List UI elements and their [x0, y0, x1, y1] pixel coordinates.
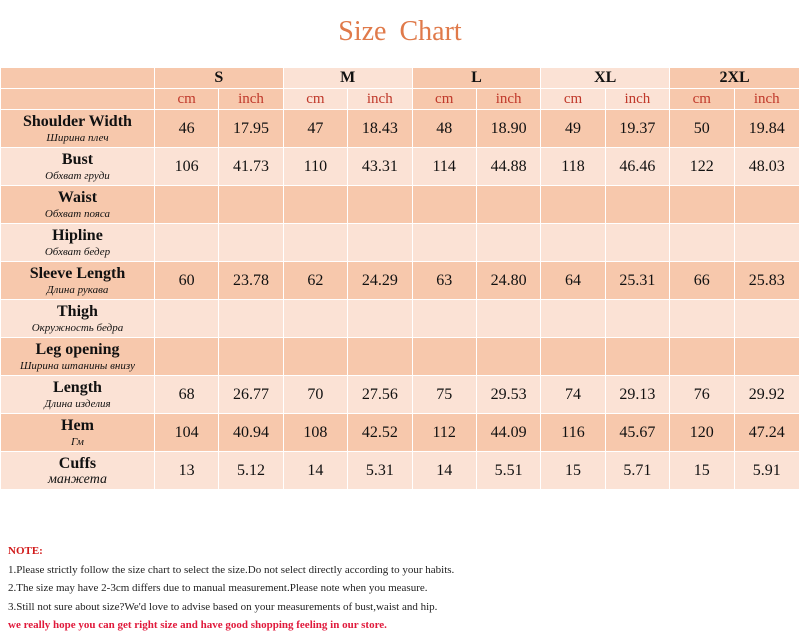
measure-name-ru: Окружность бедра — [31, 321, 124, 334]
measure-value — [541, 300, 605, 338]
measure-name: Thigh — [57, 302, 98, 320]
unit-label: inch — [348, 89, 412, 110]
measure-value: 47 — [283, 110, 347, 148]
measure-value: 29.53 — [476, 376, 540, 414]
measure-name: Hem — [61, 416, 94, 434]
measure-name-ru: Обхват пояса — [44, 207, 111, 220]
measure-value: 18.90 — [476, 110, 540, 148]
measure-value: 43.31 — [348, 148, 412, 186]
measure-name-ru: Длина изделия — [44, 397, 111, 410]
measure-value: 46.46 — [605, 148, 669, 186]
measure-value: 24.80 — [476, 262, 540, 300]
corner-cell — [1, 68, 155, 89]
measure-value: 26.77 — [219, 376, 283, 414]
notes-heading: NOTE: — [8, 545, 43, 557]
size-header-m: M — [283, 68, 412, 89]
unit-label: inch — [605, 89, 669, 110]
measure-value: 5.71 — [605, 452, 669, 490]
measure-value: 62 — [283, 262, 347, 300]
measure-label — [1, 186, 155, 224]
unit-corner-cell — [1, 89, 155, 110]
size-header-l: L — [412, 68, 541, 89]
measure-value: 116 — [541, 414, 605, 452]
measure-label — [1, 224, 155, 262]
unit-label: inch — [734, 89, 800, 110]
measure-value — [348, 224, 412, 262]
measure-value: 14 — [412, 452, 476, 490]
measure-name: Hipline — [52, 226, 103, 244]
measure-value: 41.73 — [219, 148, 283, 186]
measure-value — [476, 186, 540, 224]
measure-value: 122 — [670, 148, 734, 186]
measure-label — [1, 452, 155, 490]
measure-value: 70 — [283, 376, 347, 414]
measure-value — [734, 224, 800, 262]
measure-name-ru: Ширина штанины внизу — [19, 359, 135, 372]
measure-label — [1, 414, 155, 452]
measure-value — [219, 300, 283, 338]
size-header-row — [1, 68, 800, 89]
measure-row — [1, 414, 800, 452]
measure-value — [348, 300, 412, 338]
measure-value: 5.91 — [734, 452, 800, 490]
measure-value — [670, 338, 734, 376]
measure-value — [154, 338, 218, 376]
measure-row — [1, 376, 800, 414]
measure-value — [154, 300, 218, 338]
measure-value — [412, 338, 476, 376]
measure-value — [219, 338, 283, 376]
measure-value: 19.37 — [605, 110, 669, 148]
measure-value: 49 — [541, 110, 605, 148]
measure-value: 48.03 — [734, 148, 800, 186]
measure-value — [283, 300, 347, 338]
measure-value: 27.56 — [348, 376, 412, 414]
measure-label — [1, 262, 155, 300]
measure-value: 24.29 — [348, 262, 412, 300]
measure-label — [1, 110, 155, 148]
measure-value: 18.43 — [348, 110, 412, 148]
measure-value — [219, 224, 283, 262]
measure-value: 74 — [541, 376, 605, 414]
unit-label: inch — [476, 89, 540, 110]
measure-value: 5.51 — [476, 452, 540, 490]
measure-value — [476, 224, 540, 262]
measure-row — [1, 186, 800, 224]
measure-value: 60 — [154, 262, 218, 300]
measure-label — [1, 148, 155, 186]
measure-value: 64 — [541, 262, 605, 300]
notes-section — [8, 542, 788, 635]
unit-label: cm — [541, 89, 605, 110]
measure-value — [734, 338, 800, 376]
measure-name-ru: манжета — [47, 471, 107, 487]
measure-value — [348, 338, 412, 376]
measure-value: 14 — [283, 452, 347, 490]
measure-value: 63 — [412, 262, 476, 300]
measure-value: 68 — [154, 376, 218, 414]
measure-label — [1, 300, 155, 338]
measure-value: 110 — [283, 148, 347, 186]
measure-value: 75 — [412, 376, 476, 414]
note-item: 3.Still not sure about size?We'd love to advise based on your measurements of bust,waist and hip. — [8, 600, 438, 613]
measure-value: 25.31 — [605, 262, 669, 300]
measure-row — [1, 262, 800, 300]
size-header-2xl: 2XL — [670, 68, 800, 89]
measure-value: 66 — [670, 262, 734, 300]
measure-value: 118 — [541, 148, 605, 186]
measure-value: 23.78 — [219, 262, 283, 300]
measure-value — [605, 186, 669, 224]
measure-value: 15 — [670, 452, 734, 490]
measure-name-ru: Длина рукава — [46, 283, 109, 296]
measure-value: 47.24 — [734, 414, 800, 452]
measure-value: 46 — [154, 110, 218, 148]
measure-label — [1, 338, 155, 376]
notes-footer: we really hope you can get right size and have good shopping feeling in our store. — [8, 619, 387, 631]
measure-value — [605, 338, 669, 376]
measure-name: Shoulder Width — [22, 112, 132, 130]
measure-value — [605, 300, 669, 338]
measure-value: 50 — [670, 110, 734, 148]
measure-name: Waist — [57, 188, 98, 206]
measure-value: 15 — [541, 452, 605, 490]
measure-value — [283, 186, 347, 224]
measure-value — [412, 224, 476, 262]
measure-value: 106 — [154, 148, 218, 186]
measure-value: 108 — [283, 414, 347, 452]
measure-value: 13 — [154, 452, 218, 490]
measure-value: 5.12 — [219, 452, 283, 490]
unit-label: cm — [670, 89, 734, 110]
measure-value — [541, 338, 605, 376]
measure-name-ru: Гм — [71, 435, 84, 448]
measure-row — [1, 300, 800, 338]
measure-value: 42.52 — [348, 414, 412, 452]
measure-value — [283, 338, 347, 376]
size-chart-table — [0, 67, 800, 490]
measure-value: 29.13 — [605, 376, 669, 414]
measure-value: 76 — [670, 376, 734, 414]
measure-value — [283, 224, 347, 262]
measure-value — [670, 224, 734, 262]
measure-value: 44.09 — [476, 414, 540, 452]
measure-value — [541, 224, 605, 262]
measure-value — [605, 224, 669, 262]
measure-name: Length — [53, 378, 102, 396]
unit-header-row — [1, 89, 800, 110]
unit-label: cm — [154, 89, 218, 110]
measure-row — [1, 110, 800, 148]
measure-value — [348, 186, 412, 224]
measure-value: 48 — [412, 110, 476, 148]
note-item: 1.Please strictly follow the size chart to select the size.Do not select directly according to your habits. — [8, 563, 455, 576]
measure-value — [476, 300, 540, 338]
measure-row — [1, 224, 800, 262]
measure-value: 19.84 — [734, 110, 800, 148]
note-item: 2.The size may have 2-3cm differs due to manual measurement.Please note when you measure. — [8, 582, 428, 594]
measure-value: 29.92 — [734, 376, 800, 414]
measure-row — [1, 148, 800, 186]
unit-label: cm — [283, 89, 347, 110]
measure-row — [1, 338, 800, 376]
measure-value: 112 — [412, 414, 476, 452]
measure-value — [670, 186, 734, 224]
measure-value: 114 — [412, 148, 476, 186]
measure-value: 5.31 — [348, 452, 412, 490]
measure-value — [154, 186, 218, 224]
measure-name: Bust — [61, 150, 94, 168]
measure-value — [154, 224, 218, 262]
measure-name-ru: Обхват бедер — [44, 245, 111, 258]
measure-value: 17.95 — [219, 110, 283, 148]
measure-value — [734, 186, 800, 224]
unit-label: cm — [412, 89, 476, 110]
measure-value — [219, 186, 283, 224]
measure-value: 120 — [670, 414, 734, 452]
measure-label — [1, 376, 155, 414]
measure-value: 104 — [154, 414, 218, 452]
measure-value — [412, 186, 476, 224]
unit-label: inch — [219, 89, 283, 110]
measure-name: Sleeve Length — [29, 264, 126, 282]
chart-title: Size Chart — [338, 16, 462, 47]
measure-value: 25.83 — [734, 262, 800, 300]
measure-name: Cuffs — [58, 454, 97, 472]
measure-value: 44.88 — [476, 148, 540, 186]
measure-value: 45.67 — [605, 414, 669, 452]
measure-value — [412, 300, 476, 338]
measure-name: Leg opening — [35, 340, 120, 358]
measure-value: 40.94 — [219, 414, 283, 452]
measure-value — [541, 186, 605, 224]
measure-value — [476, 338, 540, 376]
size-header-s: S — [154, 68, 283, 89]
measure-row — [1, 452, 800, 490]
measure-value — [670, 300, 734, 338]
measure-name-ru: Ширина плеч — [46, 131, 109, 144]
measure-value — [734, 300, 800, 338]
size-header-xl: XL — [541, 68, 670, 89]
measure-name-ru: Обхват груди — [45, 169, 110, 182]
